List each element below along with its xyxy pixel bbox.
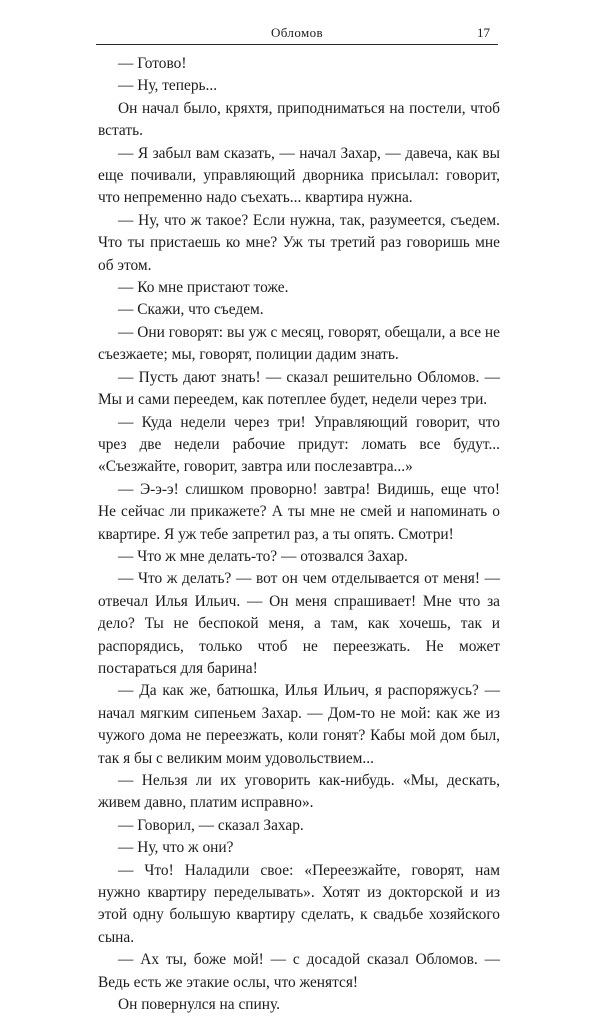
header-rule <box>96 44 498 45</box>
paragraph: — Что! Наладили свое: «Переезжайте, говорят, нам нужно квартиру переделывать». Хотят из докторской и из этой одну большую квартиру сделать, к свадьбе хозяйского сына. <box>98 861 500 946</box>
paragraph: Он повернулся на спину. <box>118 996 280 1014</box>
paragraph: — Нельзя ли их уговорить как-нибудь. «Мы, дескать, живем давно, платим исправно». <box>98 772 500 812</box>
paragraph: — Они говорят: вы уж с месяц, говорят, обещали, а все не съезжаете; мы, говорят, полиции дадим знать. <box>98 323 500 364</box>
paragraph: — Что ж делать? — вот он чем отделывается от меня! — отвечал Илья Ильич. — Он меня спрашивает! Мне что за дело? Ты не беспокой меня, а там, как хочешь, так и распорядись, только чтоб не переезжать. Не может постараться для барина! <box>98 570 500 677</box>
paragraph: Он начал было, кряхтя, приподниматься на постели, чтоб встать. <box>98 99 500 140</box>
running-head-title: Обломов <box>270 25 324 40</box>
paragraph: — Куда недели через три! Управляющий говорит, что чрез две недели рабочие придут: ломать все будут... «Съезжайте, говорит, завтра или послезавтра...» <box>98 413 500 476</box>
paragraph: — Да как же, батюшка, Илья Ильич, я распоряжусь? — начал мягким сипеньем Захар. — Дом-то не мой: как же из чужого дома не переезжать, коли гонят? Кабы мой дом был, так я бы с великим моим удовольствием... <box>98 682 500 767</box>
paragraph: — Ну, что ж они? <box>118 839 234 857</box>
page-number: 17 <box>477 25 490 40</box>
body-text <box>98 53 500 1016</box>
paragraph: — Ну, теперь... <box>118 77 218 95</box>
paragraph: — Что ж мне делать-то? — отозвался Захар. <box>118 547 408 565</box>
paragraph: — Ах ты, боже мой! — с досадой сказал Обломов. — Ведь есть же этакие ослы, что женятся! <box>98 951 500 991</box>
paragraph: — Ну, что ж такое? Если нужна, так, разумеется, съедем. Что ты пристаешь ко мне? Уж ты третий раз говоришь мне об этом. <box>98 211 500 274</box>
paragraph: — Пусть дают знать! — сказал решительно Обломов. — Мы и сами переедем, как потеплее будет, недели через три. <box>98 368 500 409</box>
paragraph: — Говорил, — сказал Захар. <box>118 816 304 834</box>
paragraph: — Э-э-э! слишком проворно! завтра! Видишь, еще что! Не сейчас ли прикажете? А ты мне не смей и напоминать о квартире. Я уж тебе запретил раз, а ты опять. Смотри! <box>98 480 500 543</box>
paragraph: — Готово! <box>118 55 187 72</box>
paragraph: — Скажи, что съедем. <box>118 301 264 319</box>
running-head <box>98 24 496 44</box>
paragraph: — Ко мне пристают тоже. <box>118 279 289 297</box>
paragraph: — Я забыл вам сказать, — начал Захар, — давеча, как вы еще почивали, управляющий дворника присылал: говорит, что непременно надо съехать... квартира нужна. <box>98 144 500 207</box>
